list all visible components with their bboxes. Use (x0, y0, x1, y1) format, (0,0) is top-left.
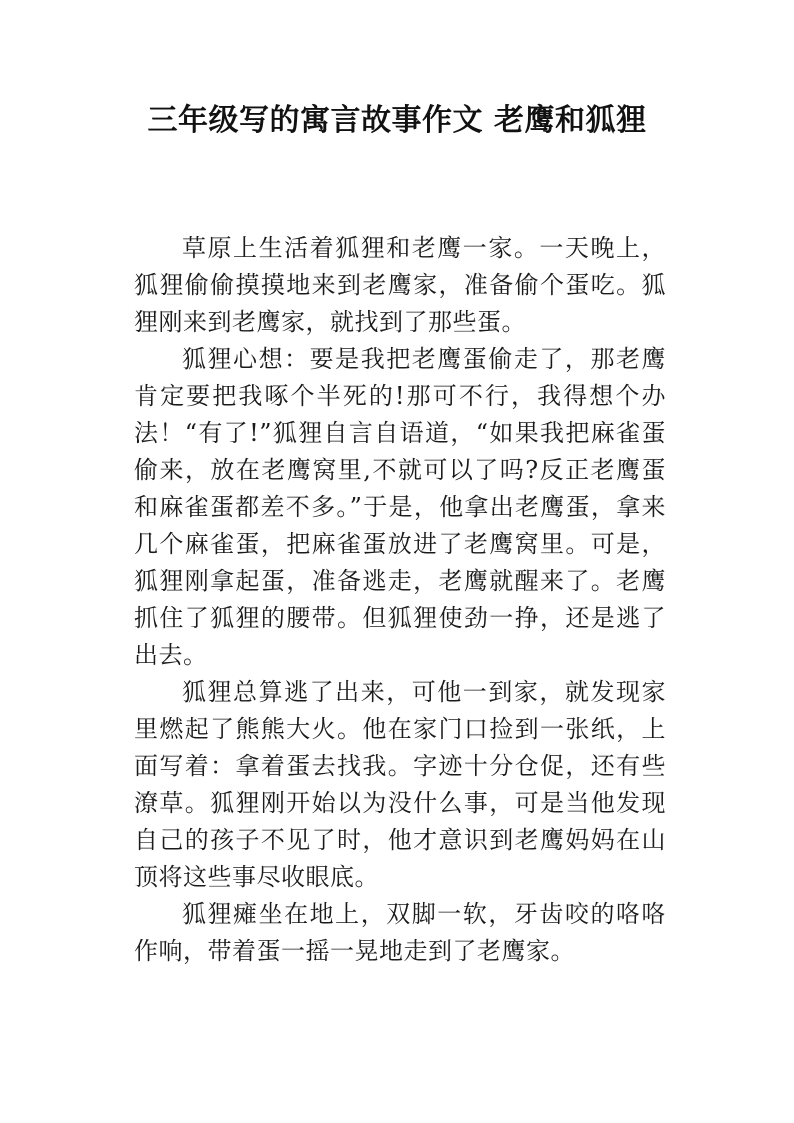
paragraph: 草原上生活着狐狸和老鹰一家。一天晚上，狐狸偷偷摸摸地来到老鹰家，准备偷个蛋吃。狐狸刚来到老鹰家，就找到了那些蛋。 (134, 234, 666, 336)
paragraph: 狐狸总算逃了出来，可他一到家，就发现家里燃起了熊熊大火。他在家门口捡到一张纸，上面写着：拿着蛋去找我。字迹十分仓促，还有些潦草。狐狸刚开始以为没什么事，可是当他发现自己的孩子不见了时，他才意识到老鹰妈妈在山顶将这些事尽收眼底。 (134, 678, 666, 891)
paragraph: 狐狸心想：要是我把老鹰蛋偷走了，那老鹰肯定要把我啄个半死的!那可不行，我得想个办法！“有了!”狐狸自言自语道，“如果我把麻雀蛋偷来，放在老鹰窝里,不就可以了吗?反正老鹰蛋和麻雀蛋都差不多。”于是，他拿出老鹰蛋，拿来几个麻雀蛋，把麻雀蛋放进了老鹰窝里。可是，狐狸刚拿起蛋，准备逃走，老鹰就醒来了。老鹰抓住了狐狸的腰带。但狐狸使劲一挣，还是逃了出去。 (134, 345, 666, 669)
document-title: 三年级写的寓言故事作文 老鹰和狐狸 (147, 103, 647, 138)
document-body (134, 230, 666, 970)
paragraph: 狐狸瘫坐在地上，双脚一软，牙齿咬的咯咯作响，带着蛋一摇一晃地走到了老鹰家。 (134, 900, 666, 965)
